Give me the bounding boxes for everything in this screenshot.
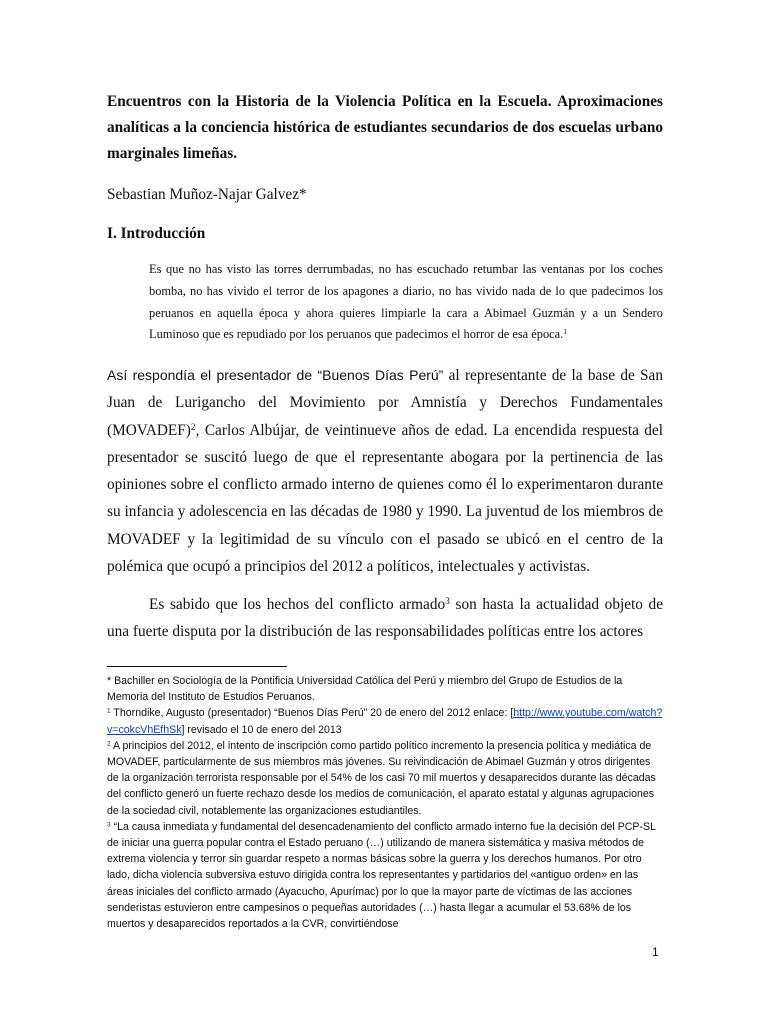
quote-text: Es que no has visto las torres derrumbadas, no has escuchado retumbar las ventanas por los coches bomba, no has vivido el terror de los apagones a diario, no has vivido nada de lo que padecimos los peruanos en aquella época y ahora quieres limpiarle la cara a Abimael Guzmán y a un Sendero Luminoso que es repudiado por los peruanos que padecimos el horror de esa época.	[149, 262, 663, 342]
footnote-ref-2[interactable]: 2	[190, 422, 196, 433]
footnote-3-text: “La causa inmediata y fundamental del desencadenamiento del conflicto armado interno fue la decisión del PCP-SL de iniciar una guerra popular contra el Estado peruano (…) utilizando de manera sistemática y masiva métodos de extrema violencia y terror sin guardar respeto a normas básicas sobre la guerra y los derechos humanos. Por otro lado, dicha violencia subversiva estuvo dirigida contra los representantes y partidarios del «antiguo orden» en las áreas iniciales del conflicto armado (Ayacucho, Apurímac) por lo que la mayor parte de víctimas de las acciones senderistas estuvieron entre campesinos o pequeñas autoridades (…) hasta llegar a acumular el 53.68% de los muertos y desaparecidos reportados a la CVR, convirtiéndose	[107, 820, 656, 931]
paragraph-2-text-a: Es sabido que los hechos del conflicto armado	[149, 596, 446, 613]
footnote-3	[107, 819, 663, 932]
footnote-1-text-b: ] revisado el 10 de enero del 2013	[181, 723, 342, 736]
footnote-ref-3[interactable]: 3	[445, 596, 450, 607]
footnote-author: * Bachiller en Sociología de la Pontificia Universidad Católica del Perú y miembro del Grupo de Estudios de la Memoria del Instituto de Estudios Peruanos.	[107, 675, 623, 704]
footnote-2	[107, 738, 663, 819]
footnotes-section	[107, 673, 663, 932]
paragraph-1-text-b: , Carlos Albújar, de veintinueve años de edad. La encendida respuesta del presentador se suscitó luego de que el representante abogara por la pertinencia de las opiniones sobre el conflicto armado interno de quienes como él lo experimentaron durante su infancia y adolescencia en las décadas de 1980 y 1990. La juventud de los miembros de MOVADEF y la legitimidad de su vínculo con el pasado se ubicó en el centro de la polémica que ocupó a principios del 2012 a políticos, intelectuales y activistas.	[107, 421, 663, 576]
paragraph-lead: Así respondía el presentador de “Buenos Días Perú”	[107, 367, 444, 383]
paragraph-1-text-a: al representante de la base de San Juan de Lurigancho del Movimiento por Amnistía y Derechos Fundamentales (MOVADEF)	[107, 367, 663, 439]
footnote-1-mark: 1	[107, 707, 111, 715]
footnote-ref-1[interactable]: 1	[563, 327, 568, 337]
paragraph-2-text-b: son hasta la actualidad objeto de una fuerte disputa por la distribución de las responsabilidades políticas entre los actores	[107, 596, 663, 641]
footnote-divider	[107, 666, 287, 667]
epigraph-quote	[149, 259, 663, 346]
footnote-2-mark: 2	[107, 740, 111, 748]
footnote-2-text: A principios del 2012, el intento de inscripción como partido político incremento la presencia política y mediática de MOVADEF, particularmente de sus miembros más jóvenes. Su reivindicación de Abimael Guzmán y otros dirigentes de la organización terrorista responsable por el 54% de los casi 70 mil muertos y desaparecidos durante las décadas del conflicto generó un fuerte rechazo desde los medios de comunicación, el aparato estatal y algunas agrupaciones de la sociedad civil, notablemente las organizaciones estudiantiles.	[107, 739, 656, 817]
page-number: 1	[652, 945, 659, 959]
author-name: Sebastian Muñoz-Najar Galvez*	[107, 186, 307, 203]
section-heading: I. Introducción	[107, 225, 206, 242]
body-paragraph-2	[107, 591, 663, 646]
footnote-1-text-a: Thorndike, Augusto (presentador) “Buenos Días Perú” 20 de enero del 2012 enlace: [	[110, 707, 514, 720]
body-paragraph-1	[107, 362, 663, 580]
footnote-1	[107, 705, 663, 737]
document-title: Encuentros con la Historia de la Violencia Política en la Escuela. Aproximaciones analíticas a la conciencia histórica de estudiantes secundarios de dos escuelas urbano marginales limeñas.	[107, 93, 663, 162]
footnote-3-mark: 3	[107, 821, 111, 829]
youtube-link[interactable]: http://www.youtube.com/watch?v=cokcVhEfhSk	[107, 707, 663, 736]
